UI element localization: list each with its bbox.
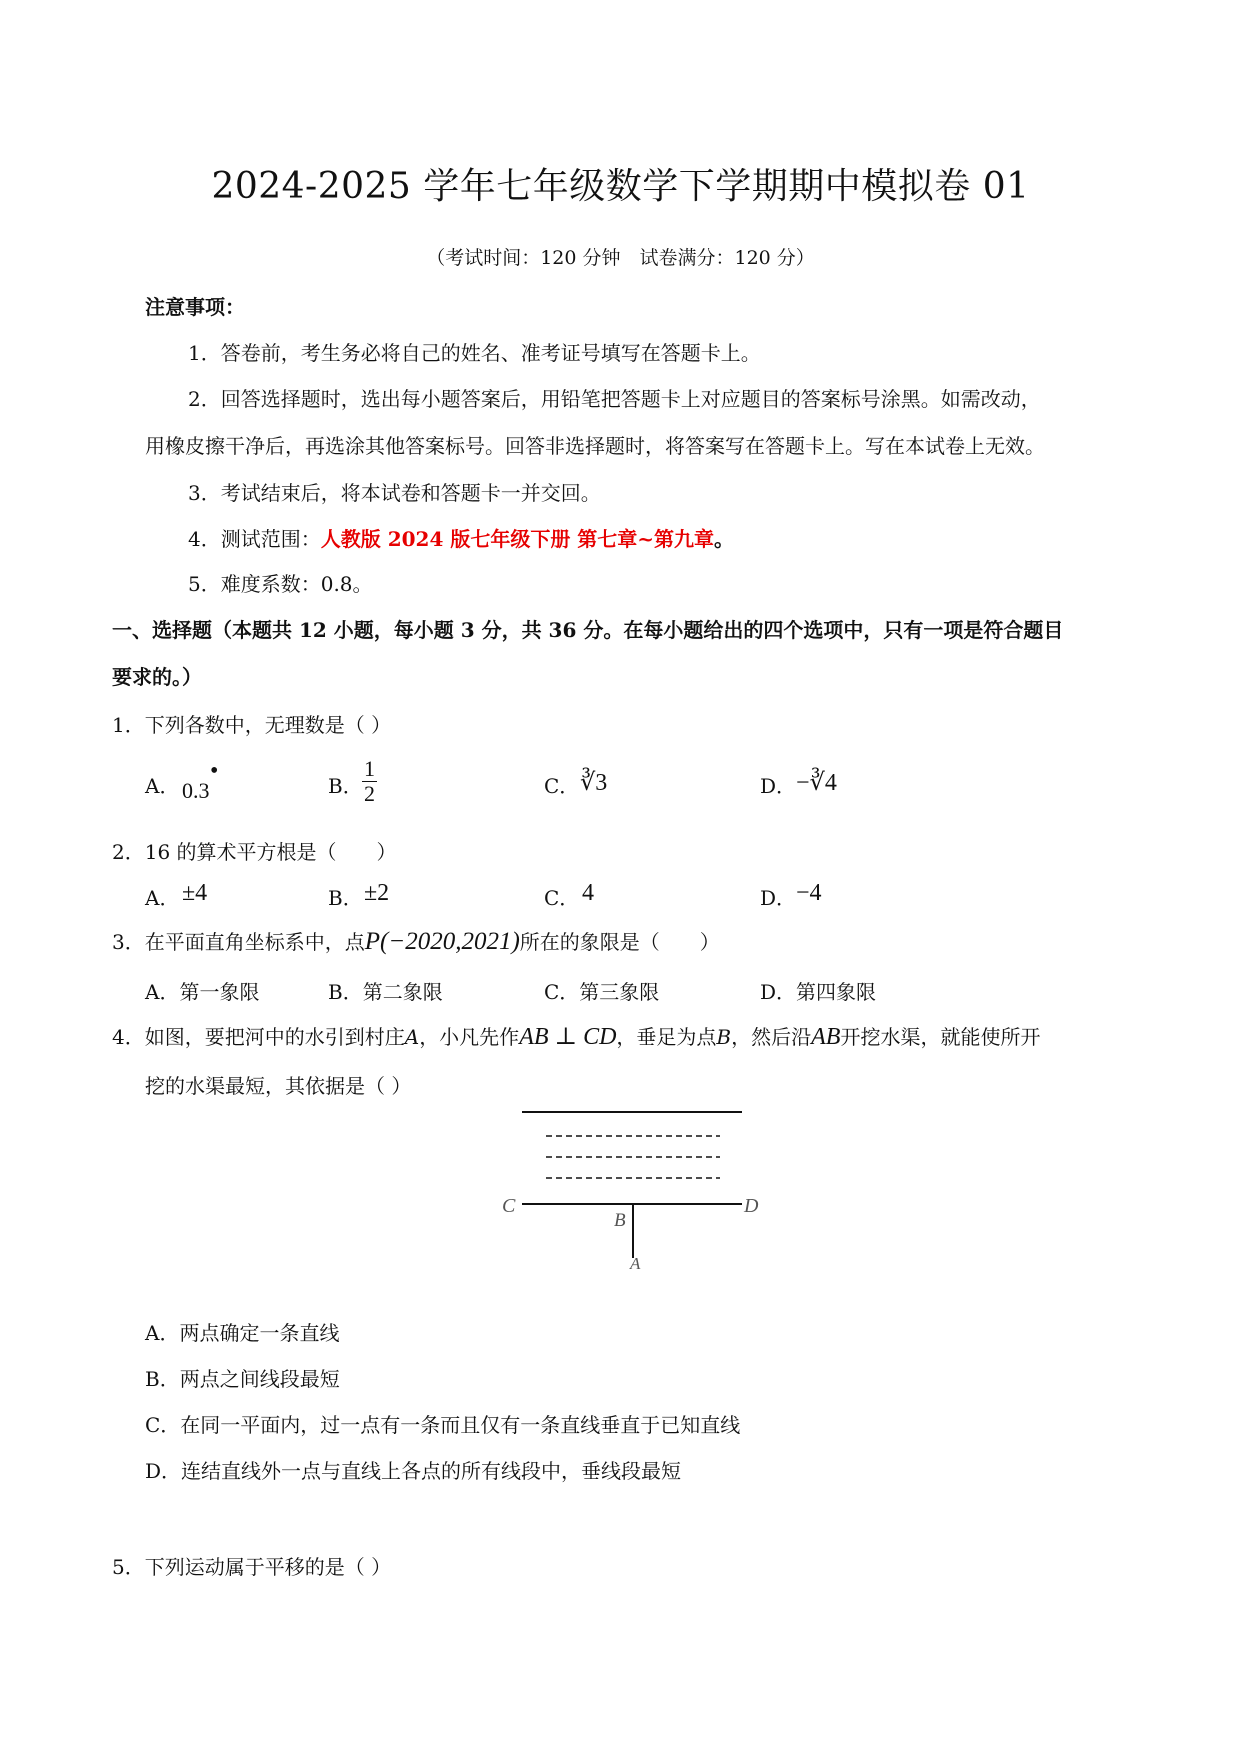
question-4-stem-part: ，小凡先作	[419, 1025, 520, 1049]
exam-info: （考试时间：120 分钟 试卷满分：120 分）	[426, 247, 815, 269]
segment-ab: AB	[811, 1024, 841, 1050]
question-4-stem-line-1	[112, 1021, 1040, 1051]
question-3-option-b: B．第二象限	[328, 980, 443, 1004]
question-4-stem-part: ，垂足为点	[616, 1025, 717, 1049]
question-3-stem-prefix: 3．在平面直角坐标系中，点	[112, 930, 365, 954]
point-c-label: C	[502, 1195, 516, 1217]
note-item-2-line-1: 2．回答选择题时，选出每小题答案后，用铅笔把答题卡上对应题目的答案标号涂黑。如需改动，	[188, 387, 1041, 411]
question-4-option-a: A．两点确定一条直线	[145, 1321, 340, 1345]
question-4-stem-line-2: 挖的水渠最短，其依据是（ ）	[145, 1074, 412, 1098]
question-2-option-a-label: A．	[145, 886, 180, 910]
river-diagram	[490, 1102, 780, 1292]
question-4-stem-part: 开挖水渠，就能使所开	[840, 1025, 1041, 1049]
question-2-option-b-value: ±2	[364, 880, 390, 906]
foot-label: B	[716, 1025, 732, 1049]
test-scope: 人教版 2024 版七年级下册 第七章~第九章	[320, 527, 715, 551]
notes-heading: 注意事项：	[145, 295, 245, 319]
question-3-stem	[112, 926, 720, 956]
question-2-option-a-value: ±4	[182, 880, 208, 906]
question-1-option-b	[362, 757, 377, 806]
point-b-label: B	[614, 1210, 626, 1231]
page-title: 2024-2025 学年七年级数学下学期期中模拟卷 01	[211, 166, 1030, 207]
point-a-label: A	[630, 1254, 641, 1273]
note-item-4-suffix: 。	[714, 527, 735, 551]
point-p: P(−2020,2021)	[364, 928, 520, 955]
note-item-4-prefix: 4．测试范围：	[188, 527, 321, 551]
village-label: A	[404, 1025, 420, 1049]
perpendicular-expression: AB ⊥ CD	[519, 1024, 617, 1050]
question-1-stem: 1．下列各数中，无理数是（ ）	[112, 713, 392, 737]
question-3-stem-suffix: 所在的象限是（ ）	[519, 930, 720, 954]
note-item-5: 5．难度系数：0.8。	[188, 572, 373, 596]
section-heading-line-1: 一、选择题（本题共 12 小题，每小题 3 分，共 36 分。在每小题给出的四个选项中，只有一项是符合题目	[112, 618, 1064, 642]
question-1-option-a-value: 0.3	[182, 778, 210, 803]
question-4-option-c: C．在同一平面内，过一点有一条而且仅有一条直线垂直于已知直线	[145, 1413, 741, 1437]
note-item-4	[188, 523, 734, 552]
note-item-2-line-2: 用橡皮擦干净后，再选涂其他答案标号。回答非选择题时，将答案写在答题卡上。写在本试卷上无效。	[145, 434, 1045, 458]
question-2-option-d-label: D．	[760, 886, 797, 910]
question-1-option-a	[182, 758, 219, 804]
section-heading-line-2: 要求的。）	[112, 665, 202, 689]
question-1-option-c-label: C．	[544, 774, 580, 798]
question-1-option-b-label: B．	[328, 774, 363, 798]
question-1-option-a-label: A．	[145, 774, 180, 798]
question-3-option-a: A．第一象限	[145, 980, 260, 1004]
question-5-stem: 5．下列运动属于平移的是（ ）	[112, 1555, 392, 1579]
question-2-option-c-value: 4	[582, 880, 594, 906]
question-2-stem: 2．16 的算术平方根是（ ）	[112, 840, 397, 864]
question-4-option-d: D．连结直线外一点与直线上各点的所有线段中，垂线段最短	[145, 1459, 682, 1483]
question-1-option-d-value: −∛4	[796, 770, 837, 796]
question-1-option-d-label: D．	[760, 774, 797, 798]
point-d-label: D	[744, 1195, 759, 1217]
repeating-dot: •	[210, 758, 219, 784]
question-2-option-b-label: B．	[328, 886, 363, 910]
question-1-option-c-value: ∛3	[580, 770, 608, 796]
fraction-denominator: 2	[364, 781, 375, 806]
question-4-option-b: B．两点之间线段最短	[145, 1367, 340, 1391]
question-2-option-d-value: −4	[796, 880, 822, 906]
question-2-option-c-label: C．	[544, 886, 580, 910]
question-4-stem-part: 4．如图，要把河中的水引到村庄	[112, 1025, 405, 1049]
fraction	[362, 757, 377, 806]
note-item-1: 1．答卷前，考生务必将自己的姓名、准考证号填写在答题卡上。	[188, 341, 761, 365]
fraction-numerator: 1	[364, 756, 375, 781]
question-3-option-c: C．第三象限	[544, 980, 660, 1004]
question-4-stem-part: ，然后沿	[731, 1025, 812, 1049]
question-3-option-d: D．第四象限	[760, 980, 877, 1004]
note-item-3: 3．考试结束后，将本试卷和答题卡一并交回。	[188, 481, 601, 505]
